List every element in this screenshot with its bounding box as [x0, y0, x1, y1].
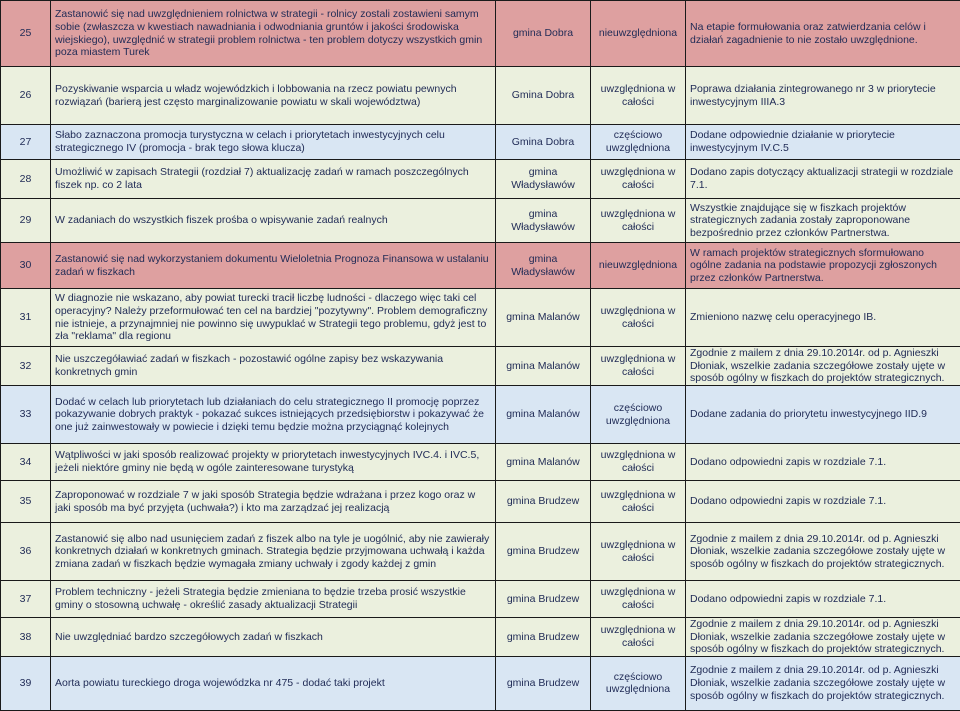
remark-response: Dodano odpowiedni zapis w rozdziale 7.1. — [686, 444, 960, 481]
remark-text: Aorta powiatu tureckiego droga wojewódzka nr 475 - dodać taki projekt — [51, 656, 496, 710]
row-number: 38 — [1, 618, 51, 657]
remark-status: częściowo uwzględniona — [591, 125, 686, 160]
remark-source: gmina Brudzew — [496, 581, 591, 618]
table-row — [1, 618, 960, 657]
table-row — [1, 67, 960, 125]
table-row — [1, 444, 960, 481]
remark-text: Wątpliwości w jaki sposób realizować projekty w priorytetach inwestycyjnych IVC.4. i IVC.5, jeżeli niektóre gminy nie będą w ogóle zainteresowane turystyką — [51, 444, 496, 481]
remark-source: gmina Brudzew — [496, 656, 591, 710]
remark-source: gmina Malanów — [496, 289, 591, 347]
remark-response: Dodano odpowiedni zapis w rozdziale 7.1. — [686, 581, 960, 618]
row-number: 39 — [1, 656, 51, 710]
table-row — [1, 481, 960, 523]
remark-source: gmina Władysławów — [496, 199, 591, 243]
row-number: 35 — [1, 481, 51, 523]
remark-source: Gmina Dobra — [496, 67, 591, 125]
row-number: 30 — [1, 243, 51, 289]
row-number: 32 — [1, 347, 51, 386]
row-number: 36 — [1, 523, 51, 581]
remark-response: Dodane zadania do priorytetu inwestycyjnego IID.9 — [686, 386, 960, 444]
table-row — [1, 656, 960, 710]
remark-source: Gmina Dobra — [496, 125, 591, 160]
remark-response: Zmieniono nazwę celu operacyjnego IB. — [686, 289, 960, 347]
remark-response: Zgodnie z mailem z dnia 29.10.2014r. od p. Agnieszki Dłoniak, wszelkie zadania szczegółowe zostały ujęte w sposób ogólny w fiszkach do projektów strategicznych. — [686, 347, 960, 386]
table-row — [1, 289, 960, 347]
remark-response: Wszystkie znajdujące się w fiszkach projektów strategicznych zadania zostały zaproponowane bezpośrednio przez członków Partnerstwa. — [686, 199, 960, 243]
remark-status: częściowo uwzględniona — [591, 386, 686, 444]
remark-response: Poprawa działania zintegrowanego nr 3 w priorytecie inwestycyjnym IIIA.3 — [686, 67, 960, 125]
table-row — [1, 523, 960, 581]
remark-text: Nie uszczegóławiać zadań w fiszkach - pozostawić ogólne zapisy bez wskazywania konkretnych gmin — [51, 347, 496, 386]
remark-response: Zgodnie z mailem z dnia 29.10.2014r. od p. Agnieszki Dłoniak, wszelkie zadania szczegółowe zostały ujęte w sposób ogólny w fiszkach do projektów strategicznych. — [686, 618, 960, 657]
remark-text: Zastanowić się nad wykorzystaniem dokumentu Wieloletnia Prognoza Finansowa w ustalaniu zadań w fiszkach — [51, 243, 496, 289]
remark-text: Zaproponować w rozdziale 7 w jaki sposób Strategia będzie wdrażana i przez kogo oraz w jaki sposób ma być przyjęta (uchwała?) i kto ma zarządzać jej realizacją — [51, 481, 496, 523]
table-row — [1, 581, 960, 618]
table-row — [1, 1, 960, 67]
row-number: 27 — [1, 125, 51, 160]
remark-text: Słabo zaznaczona promocja turystyczna w celach i priorytetach inwestycyjnych celu strategicznego IV (promocja - brak tego słowa klucza) — [51, 125, 496, 160]
remark-text: Problem techniczny - jeżeli Strategia będzie zmieniana to będzie trzeba prosić wszystkie gminy o stosowną uchwałę - określić zasady aktualizacji Strategii — [51, 581, 496, 618]
remark-source: gmina Brudzew — [496, 523, 591, 581]
remark-status: uwzględniona w całości — [591, 67, 686, 125]
remark-source: gmina Władysławów — [496, 243, 591, 289]
remark-text: Dodać w celach lub priorytetach lub działaniach do celu strategicznego II promocję poprzez pokazywanie dobrych praktyk - pokazać sukces istniejących przedsiębiorstw i pokazywać że one już zainwestowały w powiecie i dzięki temu będzie można przyciągnąć kolejnych — [51, 386, 496, 444]
remark-source: gmina Malanów — [496, 444, 591, 481]
remark-source: gmina Malanów — [496, 386, 591, 444]
remark-text: Zastanowić się nad uwzględnieniem rolnictwa w strategii - rolnicy zostali zostawieni samym sobie (zwłaszcza w kwestiach nawadniania i odwodniania gruntów i jakości środowiska wiejskiego), uwzględnić w strategii problem rolnictwa - ten problem dotyczy wszystkich gmin poza miastem Turek — [51, 1, 496, 67]
remark-status: uwzględniona w całości — [591, 481, 686, 523]
row-number: 29 — [1, 199, 51, 243]
remark-text: W diagnozie nie wskazano, aby powiat turecki tracił liczbę ludności - dlaczego więc taki cel operacyjny? Należy przeformułować ten cel na bardziej "pozytywny". Problem demograficzny nie istnieje, a przynajmniej nie powinno się uwypuklać w Strategii tego problemu, gdyż jest to zła "reklama" dla regionu — [51, 289, 496, 347]
remark-response: Dodane odpowiednie działanie w priorytecie inwestycyjnym IV.C.5 — [686, 125, 960, 160]
remark-text: Pozyskiwanie wsparcia u władz wojewódzkich i lobbowania na rzecz powiatu pewnych rozwiązań (barierą jest często marginalizowanie powiatu w skali województwa) — [51, 67, 496, 125]
remark-text: Nie uwzględniać bardzo szczegółowych zadań w fiszkach — [51, 618, 496, 657]
remark-response: W ramach projektów strategicznych sformułowano ogólne zadania na podstawie propozycji zgłoszonych przez członków Partnerstwa. — [686, 243, 960, 289]
remark-response: Dodano odpowiedni zapis w rozdziale 7.1. — [686, 481, 960, 523]
remark-response: Dodano zapis dotyczący aktualizacji strategii w rozdziale 7.1. — [686, 160, 960, 199]
remark-status: uwzględniona w całości — [591, 444, 686, 481]
table-row — [1, 386, 960, 444]
remark-response: Zgodnie z mailem z dnia 29.10.2014r. od p. Agnieszki Dłoniak, wszelkie zadania szczegółowe zostały ujęte w sposób ogólny w fiszkach do projektów strategicznych. — [686, 523, 960, 581]
table-row — [1, 243, 960, 289]
table-row — [1, 347, 960, 386]
remark-response: Na etapie formułowania oraz zatwierdzania celów i działań zagadnienie to nie zostało uwzględnione. — [686, 1, 960, 67]
table-row — [1, 199, 960, 243]
remark-status: uwzględniona w całości — [591, 618, 686, 657]
remark-status: uwzględniona w całości — [591, 347, 686, 386]
remark-status: nieuwzględniona — [591, 1, 686, 67]
row-number: 25 — [1, 1, 51, 67]
remark-source: gmina Brudzew — [496, 618, 591, 657]
remark-text: Zastanowić się albo nad usunięciem zadań z fiszek albo na tyle je uogólnić, aby nie zawierały konkretnych działań w konkretnych gminach. Strategia będzie przyjmowana uchwałą i każda zmiana zadań w fiszkach będzie wymagała zmiany uchwały i zgody każdej z gmin — [51, 523, 496, 581]
remark-status: uwzględniona w całości — [591, 523, 686, 581]
row-number: 33 — [1, 386, 51, 444]
remark-status: uwzględniona w całości — [591, 581, 686, 618]
table-row — [1, 125, 960, 160]
remark-source: gmina Brudzew — [496, 481, 591, 523]
row-number: 34 — [1, 444, 51, 481]
row-number: 31 — [1, 289, 51, 347]
remark-status: uwzględniona w całości — [591, 289, 686, 347]
table-row — [1, 160, 960, 199]
row-number: 37 — [1, 581, 51, 618]
remark-response: Zgodnie z mailem z dnia 29.10.2014r. od p. Agnieszki Dłoniak, wszelkie zadania szczegółowe zostały ujęte w sposób ogólny w fiszkach do projektów strategicznych. — [686, 656, 960, 710]
remarks-table-body — [1, 1, 960, 711]
remark-status: uwzględniona w całości — [591, 160, 686, 199]
row-number: 26 — [1, 67, 51, 125]
remark-source: gmina Dobra — [496, 1, 591, 67]
remark-status: częściowo uwzględniona — [591, 656, 686, 710]
remark-text: W zadaniach do wszystkich fiszek prośba o wpisywanie zadań realnych — [51, 199, 496, 243]
remark-source: gmina Władysławów — [496, 160, 591, 199]
remark-status: uwzględniona w całości — [591, 199, 686, 243]
remark-source: gmina Malanów — [496, 347, 591, 386]
remark-status: nieuwzględniona — [591, 243, 686, 289]
remark-text: Umożliwić w zapisach Strategii (rozdział 7) aktualizację zadań w ramach poszczególnych fiszek np. co 2 lata — [51, 160, 496, 199]
row-number: 28 — [1, 160, 51, 199]
